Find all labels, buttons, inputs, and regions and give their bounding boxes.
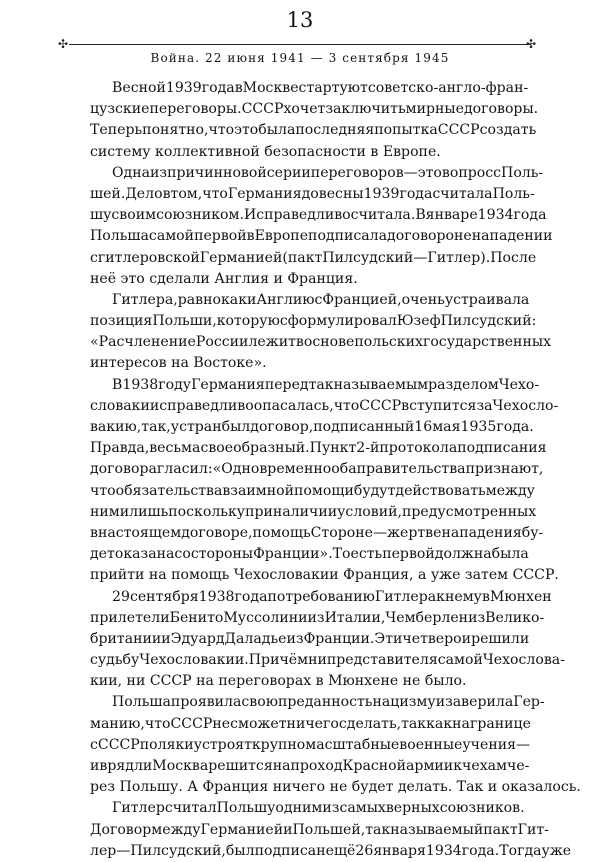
header-rule xyxy=(69,44,531,45)
text-line: ними лишь поскольку при наличии условий, предусмотренных xyxy=(90,503,537,520)
text-line: лер —Пилсудский, был подписан ещё 26 января1934 года. Тогда уже xyxy=(90,842,572,859)
text-line: рез Польшу. А Франция ничего не будет делать. Так и оказалось. xyxy=(90,779,581,796)
text-line: и вряд ли Москва решится на проход Красной армии к чехам че- xyxy=(90,758,530,774)
text-line: в настоящем договоре, помощь Стороне — жертве нападения бу- xyxy=(90,524,544,541)
text-line: Одна из причин новой серии переговоров — это вопрос с Поль- xyxy=(112,164,544,181)
text-line: цузские переговоры. СССР хочет заключить мирные договоры. xyxy=(90,101,539,118)
text-line: систему коллективной безопасности в Европе. xyxy=(90,143,441,160)
text-line: шу своим союзником. И справедливо считала. В январе 1934 года xyxy=(90,207,547,224)
text-line: судьбу Чехословакии. Причём ни представителя самой Чехослова- xyxy=(90,652,565,669)
running-head: Война. 22 июня 1941 — 3 сентября 1945 xyxy=(150,51,450,65)
paragraph xyxy=(90,587,565,693)
text-line: Польша самой первой в Европе подписала договор о ненападении xyxy=(90,228,553,245)
paragraph xyxy=(90,375,559,587)
rule-ornament-right-icon: ✣ xyxy=(526,37,537,51)
body-text xyxy=(90,78,581,862)
text-line: Правда, весьма своеобразный. Пункт 2-й протокола подписания xyxy=(90,440,547,457)
paragraph xyxy=(90,163,553,290)
text-line: прийти на помощь Чехословакии Франция, а уже затем СССР. xyxy=(90,567,559,584)
text-line: Гитлер считал Польшу одним из самых верных союзников. xyxy=(112,800,525,817)
text-line: Польша проявила свою преданность нацизму и заверила Гер- xyxy=(112,694,545,711)
text-line: интересов на Востоке». xyxy=(90,355,267,372)
text-line: с СССР поляки устроят крупномасштабные военные учения — xyxy=(90,736,531,753)
text-line: словакии справедливо опасалась, что СССР вступится за Чехосло- xyxy=(90,397,559,414)
text-line: договора гласил: «Одновременно оба правительства признают, xyxy=(90,461,544,478)
text-line: шей. Дело в том, что Германия до весны 1939 года считала Поль- xyxy=(90,185,535,202)
text-line: прилетели Бенито Муссолини из Италии, Чемберлен из Велико- xyxy=(90,609,545,626)
paragraph xyxy=(90,78,539,163)
text-line: Гитлера, равно как и Англию с Францией, очень устраивала xyxy=(112,291,530,308)
text-line: Договор между Германией и Польшей, так называемый пакт Гит- xyxy=(90,821,549,838)
text-line: кии, ни СССР на переговорах в Мюнхене не было. xyxy=(90,673,467,690)
paragraph xyxy=(90,290,552,375)
text-line: что обязательства взаимной помощи будут действовать между xyxy=(90,482,535,499)
text-line: британии и Эдуард Даладье из Франции. Эти четверо и решили xyxy=(90,630,530,647)
text-line: манию, что СССР не сможет ничего сделать, так как на границе xyxy=(90,715,531,732)
text-line: Весной 1939 года в Москве стартуют советско-англо-фран- xyxy=(112,80,529,96)
rule-ornament-left-icon: ✣ xyxy=(58,37,69,51)
text-line: позиция Польши, которую сформулировал Юзеф Пилсудский: xyxy=(90,313,537,330)
page-number: 13 xyxy=(286,8,314,32)
paragraph xyxy=(90,798,572,862)
text-line: дет оказана со стороны Франции». То есть первой должна была xyxy=(90,546,529,563)
text-line: неё это сделали Англия и Франция. xyxy=(90,270,358,287)
text-line: 29 сентября 1938 года по требованию Гитлера к нему в Мюнхен xyxy=(112,588,552,605)
text-line: «Расчленение России лежит в основе польских государственных xyxy=(90,334,552,351)
text-line: вакию, так, у стран был договор, подписанный 16 мая 1935 года. xyxy=(90,419,534,435)
paragraph xyxy=(90,692,581,798)
text-line: В 1938 году Германия перед так называемым разделом Чехо- xyxy=(112,376,540,393)
text-line: Теперь понятно, что это была последняя попытка СССР создать xyxy=(90,122,537,139)
text-line: с гитлеровской Германией (пакт Пилсудский — Гитлер). После xyxy=(90,249,537,266)
